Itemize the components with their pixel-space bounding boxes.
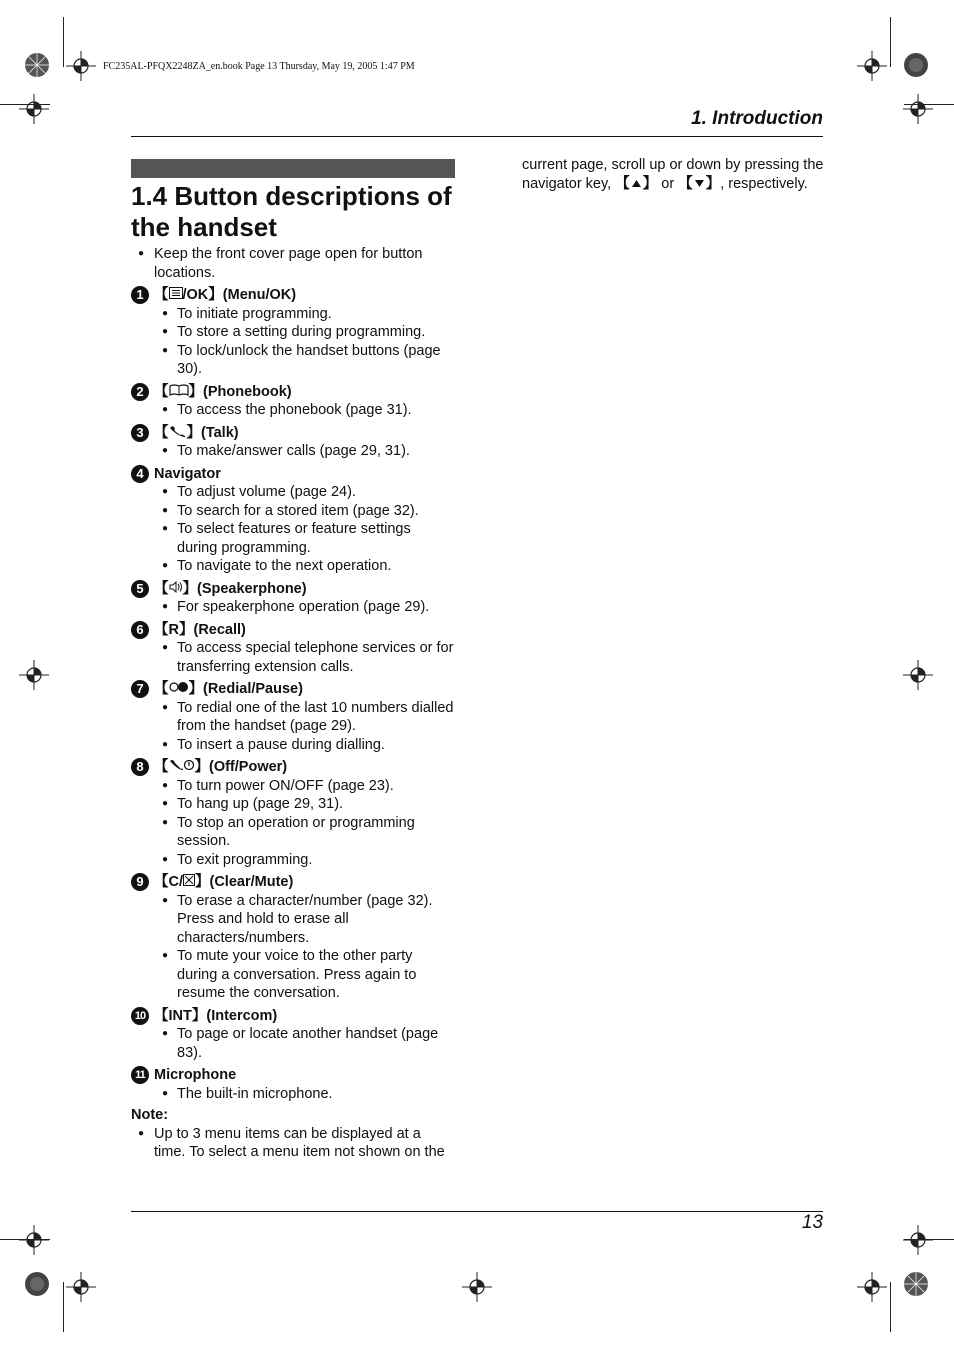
button-item-heading xyxy=(131,383,455,402)
crosshair-icon xyxy=(903,1225,933,1255)
button-name: (Talk) xyxy=(201,424,239,441)
key-label: 【 】 xyxy=(154,759,209,775)
button-item-talk xyxy=(131,424,455,461)
button-name: (Recall) xyxy=(193,621,246,638)
list-item: ● To initiate programming. xyxy=(131,305,455,324)
list-item: ● To erase a character/number (page 32). Press and hold to erase all characters/numbers. xyxy=(131,892,455,948)
key-label: 【 】 xyxy=(154,424,201,441)
button-item-heading xyxy=(131,1066,455,1085)
registration-target-icon xyxy=(903,52,929,78)
list-item: ● To navigate to the next operation. xyxy=(131,557,455,576)
registration-target-icon xyxy=(903,1271,929,1297)
button-item-clear-mute xyxy=(131,873,455,1003)
note-label: Note: xyxy=(131,1107,169,1123)
list-item: ● To stop an operation or programming session. xyxy=(131,814,455,851)
key-label: 【 】 xyxy=(154,383,203,400)
crop-mark xyxy=(63,1282,64,1332)
button-item-heading xyxy=(131,758,455,777)
down-key: 【 】 xyxy=(678,175,721,192)
note-text: ● Up to 3 menu items can be displayed at a time. To select a menu item not shown on the xyxy=(131,1125,455,1162)
list-item: ● To mute your voice to the other party during a conversation. Press again to resume the conversation. xyxy=(131,947,455,1003)
button-item-phonebook xyxy=(131,383,455,420)
button-list xyxy=(131,286,455,1103)
or-word: or xyxy=(661,175,675,192)
registration-target-icon xyxy=(24,1271,50,1297)
button-name: (Speakerphone) xyxy=(197,580,307,597)
list-item: ● To redial one of the last 10 numbers dialled from the handset (page 29). xyxy=(131,699,455,736)
list-item: ● To adjust volume (page 24). xyxy=(131,483,455,502)
list-item: ● To search for a stored item (page 32). xyxy=(131,502,455,521)
button-name: Navigator xyxy=(154,465,221,482)
crosshair-icon xyxy=(19,660,49,690)
page-number: 13 xyxy=(801,1212,823,1233)
registration-target-icon xyxy=(24,52,50,78)
item-number-badge: 5 xyxy=(131,580,149,598)
intro-bullet: ● Keep the front cover page open for button locations. xyxy=(131,245,455,282)
button-item-speakerphone xyxy=(131,580,455,617)
item-number-badge: 11 xyxy=(131,1066,149,1084)
crosshair-icon xyxy=(19,1225,49,1255)
mute-icon xyxy=(183,873,195,892)
section-bar xyxy=(131,159,455,178)
footer-rule xyxy=(131,1211,823,1212)
note-end: , respectively. xyxy=(720,175,808,192)
list-item: ● To access the phonebook (page 31). xyxy=(131,401,455,420)
button-item-microphone xyxy=(131,1066,455,1103)
key-label: 【 】 xyxy=(154,580,197,597)
crosshair-icon xyxy=(903,94,933,124)
list-item: ● The built-in microphone. xyxy=(131,1085,455,1104)
list-item: ● To lock/unlock the handset buttons (page 30). xyxy=(131,342,455,379)
crosshair-icon xyxy=(857,1272,887,1302)
item-number-badge: 10 xyxy=(131,1007,149,1025)
crosshair-icon xyxy=(19,94,49,124)
item-number-badge: 8 xyxy=(131,758,149,776)
button-item-heading xyxy=(131,621,455,640)
crosshair-icon xyxy=(462,1272,492,1302)
button-item-off-power xyxy=(131,758,455,869)
key-label: 【 INT 】 xyxy=(154,1007,207,1024)
up-key: 【 】 xyxy=(615,175,658,192)
button-name: (Clear/Mute) xyxy=(209,874,294,890)
item-number-badge: 9 xyxy=(131,873,149,891)
button-name: Microphone xyxy=(154,1067,237,1083)
list-item: ● To make/answer calls (page 29, 31). xyxy=(131,442,455,461)
crop-mark xyxy=(890,17,891,67)
left-column xyxy=(131,159,455,1162)
arrow-down-icon xyxy=(694,179,705,188)
page-title: 1.4 Button descriptions of the handset xyxy=(131,181,452,242)
key-text: /OK xyxy=(182,287,209,303)
button-item-heading xyxy=(131,580,455,599)
button-name: (Intercom) xyxy=(206,1007,278,1024)
key-label: 【 /OK 】 xyxy=(154,287,223,303)
crosshair-icon xyxy=(903,660,933,690)
item-number-badge: 6 xyxy=(131,621,149,639)
list-item: ● To turn power ON/OFF (page 23). xyxy=(131,777,455,796)
button-item-recall xyxy=(131,621,455,677)
item-number-badge: 2 xyxy=(131,383,149,401)
item-number-badge: 3 xyxy=(131,424,149,442)
key-text: R xyxy=(168,621,179,638)
phonebook-icon xyxy=(169,383,189,402)
list-item: ● To page or locate another handset (page 83). xyxy=(131,1025,455,1062)
list-item: ● To access special telephone services or for transferring extension calls. xyxy=(131,639,455,676)
redial-icon xyxy=(169,680,189,699)
crop-mark xyxy=(63,17,64,67)
list-item: ● To select features or feature settings during programming. xyxy=(131,520,455,557)
speakerphone-icon xyxy=(169,580,183,599)
button-name: (Redial/Pause) xyxy=(203,681,303,697)
button-item-navigator xyxy=(131,465,455,576)
button-item-heading xyxy=(131,465,455,484)
button-name: (Off/Power) xyxy=(209,759,288,775)
list-item: ● To hang up (page 29, 31). xyxy=(131,795,455,814)
key-label: 【 】 xyxy=(154,681,203,697)
button-name: (Menu/OK) xyxy=(222,287,297,303)
button-item-menu-ok xyxy=(131,286,455,379)
chapter-title: 1. Introduction xyxy=(691,108,823,129)
key-text: INT xyxy=(168,1007,192,1024)
button-item-heading xyxy=(131,1007,455,1026)
list-item: ● To store a setting during programming. xyxy=(131,323,455,342)
item-number-badge: 1 xyxy=(131,286,149,304)
crosshair-icon xyxy=(66,51,96,81)
item-number-badge: 7 xyxy=(131,680,149,698)
crop-mark xyxy=(890,1282,891,1332)
key-label: 【 R 】 xyxy=(154,621,194,638)
key-text: C/ xyxy=(168,874,183,890)
talk-icon xyxy=(169,424,187,443)
crosshair-icon xyxy=(857,51,887,81)
item-number-badge: 4 xyxy=(131,465,149,483)
button-item-intercom xyxy=(131,1007,455,1063)
button-name: (Phonebook) xyxy=(203,383,292,400)
list-item: ● To exit programming. xyxy=(131,851,455,870)
button-item-heading xyxy=(131,424,455,443)
list-item: ● To insert a pause during dialling. xyxy=(131,736,455,755)
header-rule xyxy=(131,136,823,137)
right-column xyxy=(522,156,824,193)
button-item-heading xyxy=(131,873,455,892)
crosshair-icon xyxy=(66,1272,96,1302)
button-item-redial-pause xyxy=(131,680,455,754)
file-info: FC235AL-PFQX2248ZA_en.book Page 13 Thursday, May 19, 2005 1:47 PM xyxy=(103,61,415,72)
off-power-icon xyxy=(169,758,195,777)
button-item-heading xyxy=(131,680,455,699)
button-item-heading xyxy=(131,286,455,305)
list-item: ● For speakerphone operation (page 29). xyxy=(131,598,455,617)
arrow-up-icon xyxy=(631,179,642,188)
menu-icon xyxy=(169,286,183,305)
key-label: 【 C/ 】 xyxy=(154,874,210,890)
note-continued: current page, scroll up or down by pressing the navigator key, xyxy=(522,157,824,192)
